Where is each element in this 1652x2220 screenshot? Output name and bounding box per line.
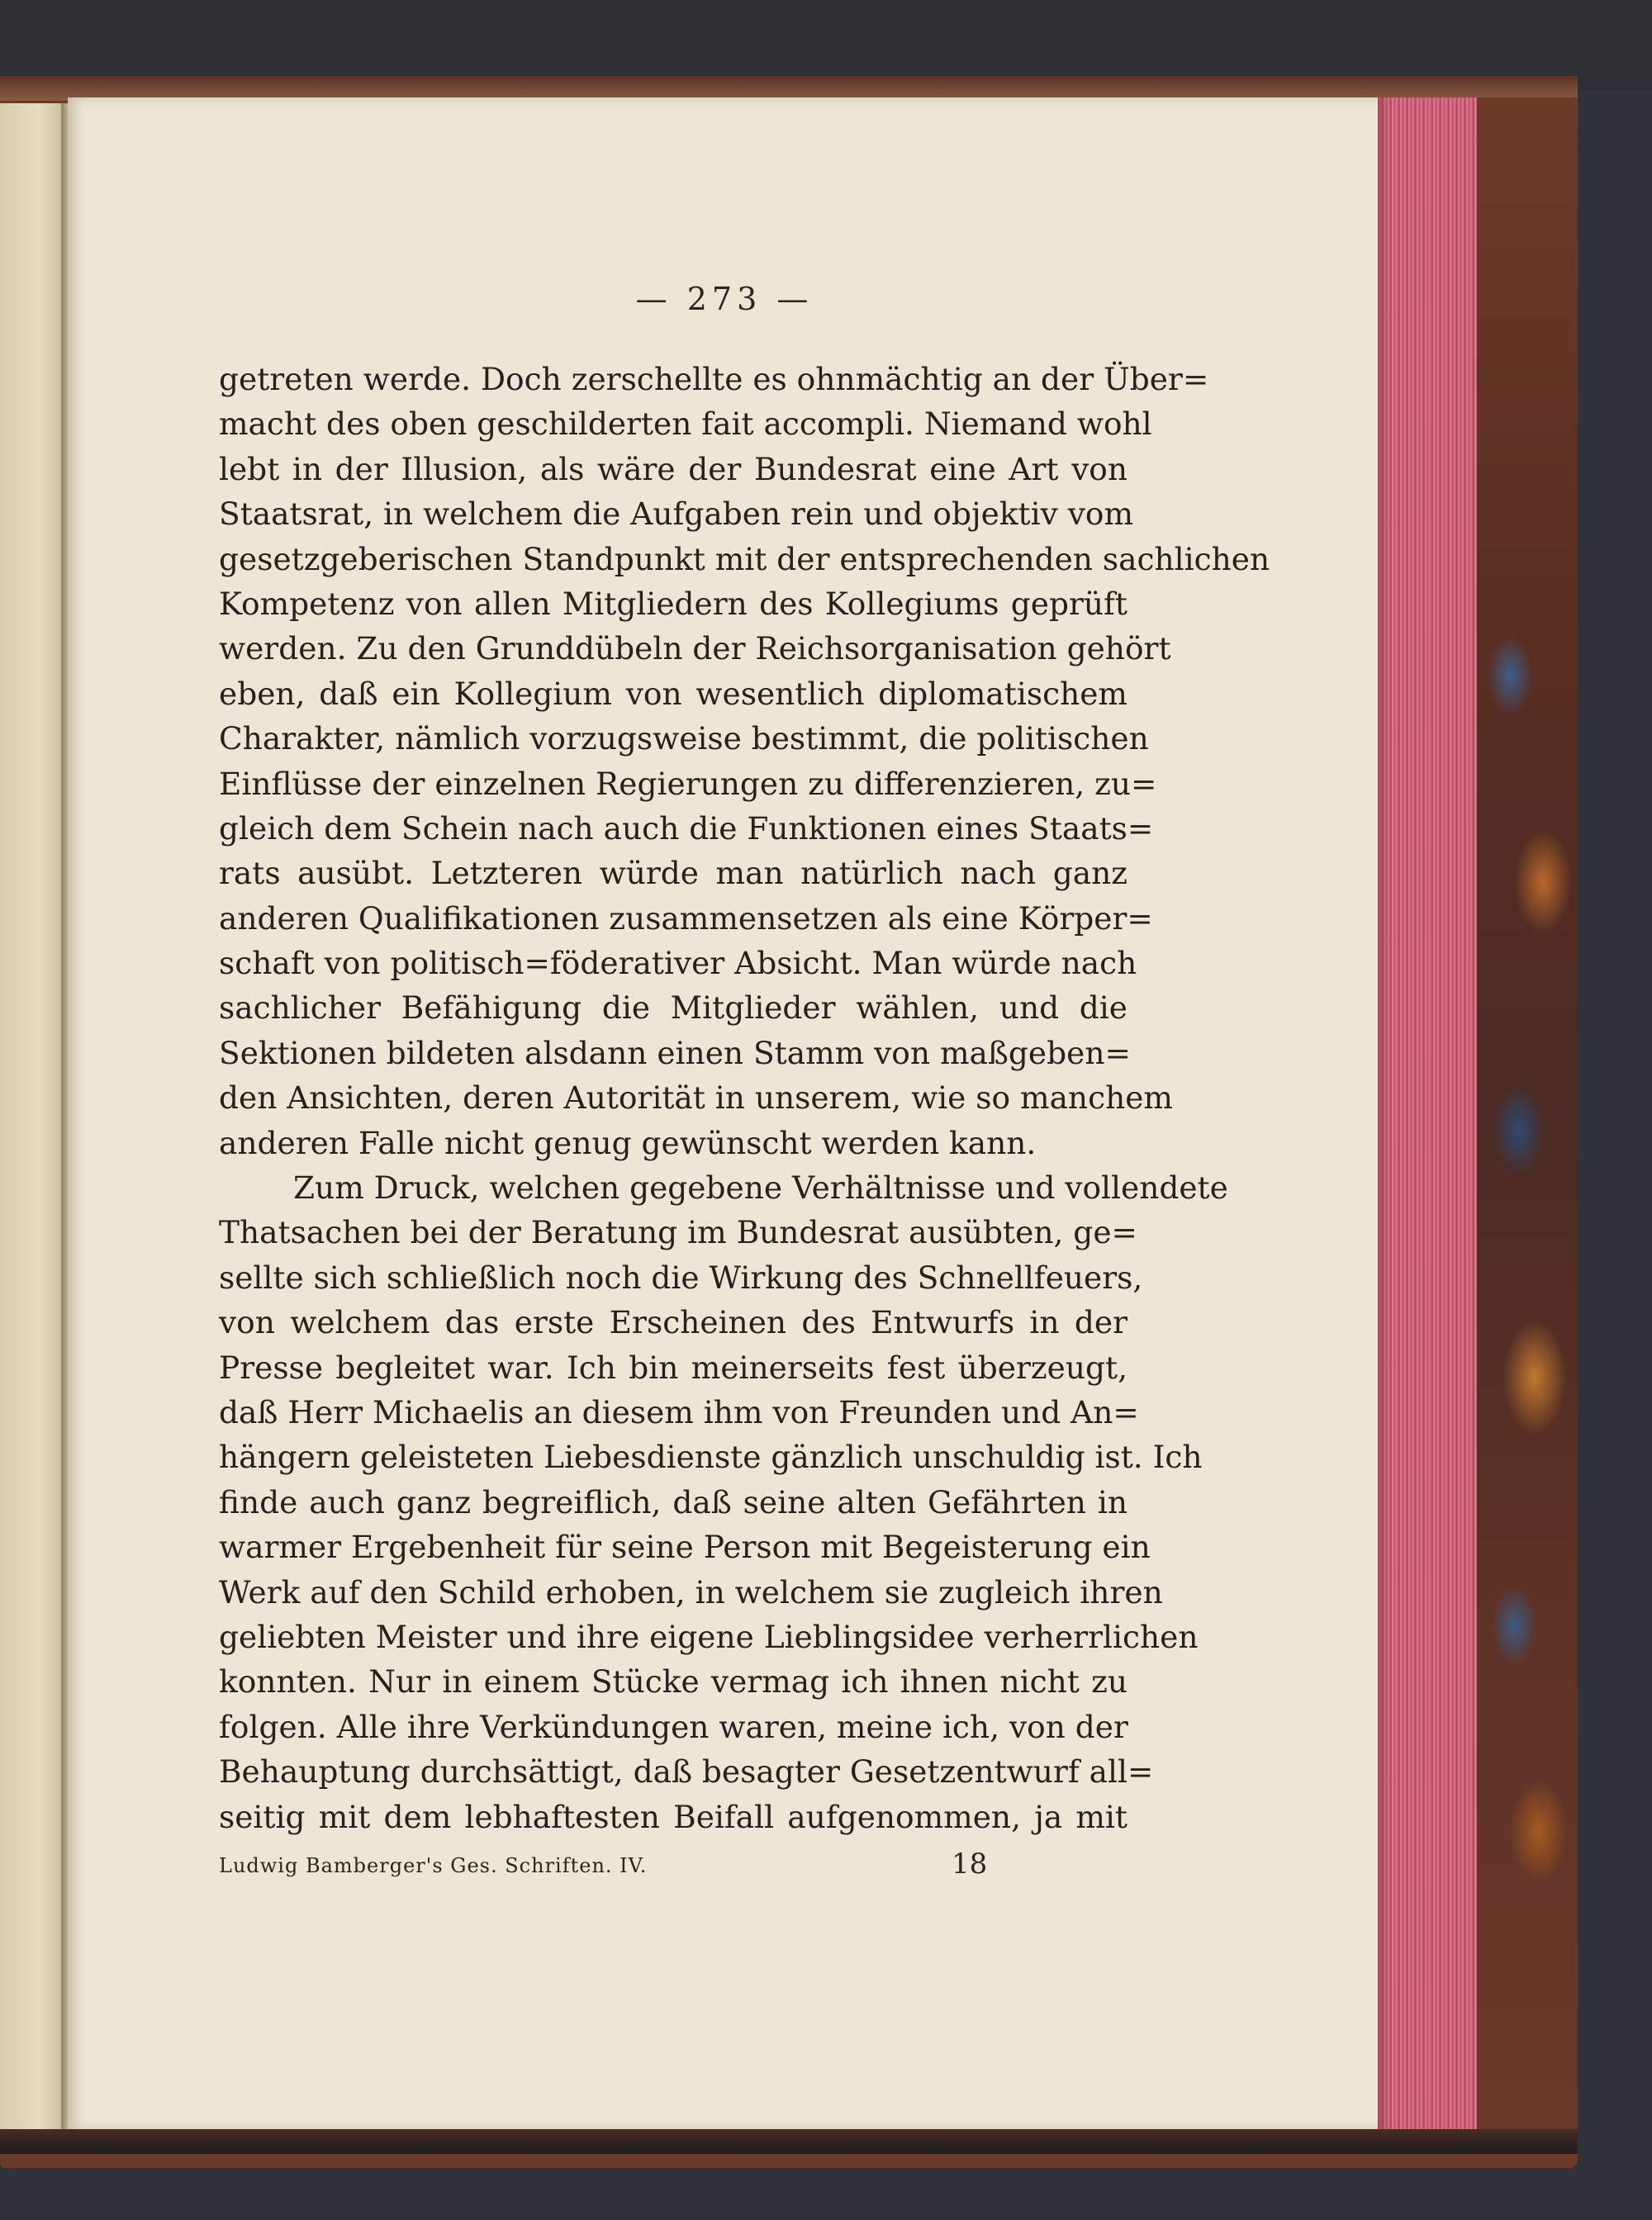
- text-line: hängern geleisteten Liebesdienste gänzlich unschuldig ist. Ich: [219, 1439, 1203, 1476]
- previous-page-edge: [0, 103, 64, 2131]
- text-line: geliebten Meister und ihre eigene Lieblingsidee verherrlichen: [219, 1618, 1199, 1655]
- text-line: macht des oben geschilderten fait accompli. Niemand wohl: [219, 406, 1152, 443]
- text-line: Charakter, nämlich vorzugsweise bestimmt, die politischen: [219, 720, 1149, 757]
- text-line: schaft von politisch=föderativer Absicht. Man würde nach: [219, 945, 1137, 982]
- text-line: gleich dem Schein nach auch die Funktionen eines Staats=: [219, 809, 1154, 847]
- page-edges-shadow: [1378, 97, 1389, 2131]
- text-line: daß Herr Michaelis an diesem ihm von Freunden und An=: [219, 1393, 1139, 1430]
- text-line: lebt in der Illusion, als wäre der Bundesrat eine Art von: [219, 450, 1127, 487]
- text-line: seitig mit dem lebhaftesten Beifall aufgenommen, ja mit: [219, 1798, 1127, 1835]
- text-line-paragraph-end: anderen Falle nicht genug gewünscht werden kann.: [219, 1124, 1037, 1161]
- page-header: — 273 —: [635, 281, 814, 317]
- marbled-cover-edge: [1477, 97, 1578, 2131]
- text-line: Presse begleitet war. Ich bin meinerseits fest überzeugt,: [219, 1349, 1127, 1386]
- text-line: den Ansichten, deren Autorität in unserem, wie so manchem: [219, 1079, 1173, 1117]
- text-line: Behauptung durchsättigt, daß besagter Gesetzentwurf all=: [219, 1753, 1154, 1791]
- body-text: [219, 357, 1270, 1839]
- text-line: von welchem das erste Erscheinen des Entwurfs in der: [219, 1304, 1127, 1341]
- text-line: finde auch ganz begreiflich, daß seine alten Gefährten in: [219, 1483, 1127, 1520]
- page-edges-red: [1378, 97, 1477, 2131]
- text-line: rats ausübt. Letzteren würde man natürlich nach ganz: [219, 855, 1127, 892]
- text-line: folgen. Alle ihre Verkündungen waren, meine ich, von der: [219, 1708, 1128, 1745]
- text-line: getreten werde. Doch zerschellte es ohnmächtig an der Über=: [219, 361, 1209, 397]
- text-line: warmer Ergebenheit für seine Person mit Begeisterung ein: [219, 1529, 1151, 1566]
- text-line-paragraph-start: Zum Druck, welchen gegebene Verhältnisse und vollendete: [293, 1169, 1228, 1207]
- text-line: Werk auf den Schild erhoben, in welchem sie zugleich ihren: [219, 1573, 1163, 1610]
- text-line: Thatsachen bei der Beratung im Bundesrat ausübten, ge=: [219, 1214, 1137, 1251]
- text-line: Kompetenz von allen Mitgliedern des Kollegiums geprüft: [219, 585, 1127, 622]
- text-line: werden. Zu den Grunddübeln der Reichsorganisation gehört: [219, 630, 1171, 667]
- text-line: konnten. Nur in einem Stücke vermag ich ihnen nicht zu: [219, 1663, 1127, 1701]
- text-line: sachlicher Befähigung die Mitglieder wählen, und die: [219, 989, 1127, 1027]
- text-line: sellte sich schließlich noch die Wirkung des Schnellfeuers,: [219, 1259, 1143, 1296]
- text-line: eben, daß ein Kollegium von wesentlich diplomatischem: [219, 675, 1127, 712]
- text-line: Einflüsse der einzelnen Regierungen zu differenzieren, zu=: [219, 765, 1157, 802]
- signature-number: 18: [952, 1848, 988, 1881]
- text-line: Sektionen bildeten alsdann einen Stamm von maßgeben=: [219, 1034, 1131, 1071]
- text-line: Staatsrat, in welchem die Aufgaben rein und objektiv vom: [219, 496, 1134, 533]
- text-line: anderen Qualifikationen zusammensetzen als eine Körper=: [219, 899, 1153, 937]
- text-line: gesetzgeberischen Standpunkt mit der entsprechenden sachlichen: [219, 540, 1270, 577]
- bottom-shadow: [0, 2129, 1578, 2154]
- footer-signature: Ludwig Bamberger's Ges. Schriften. IV.: [219, 1854, 648, 1877]
